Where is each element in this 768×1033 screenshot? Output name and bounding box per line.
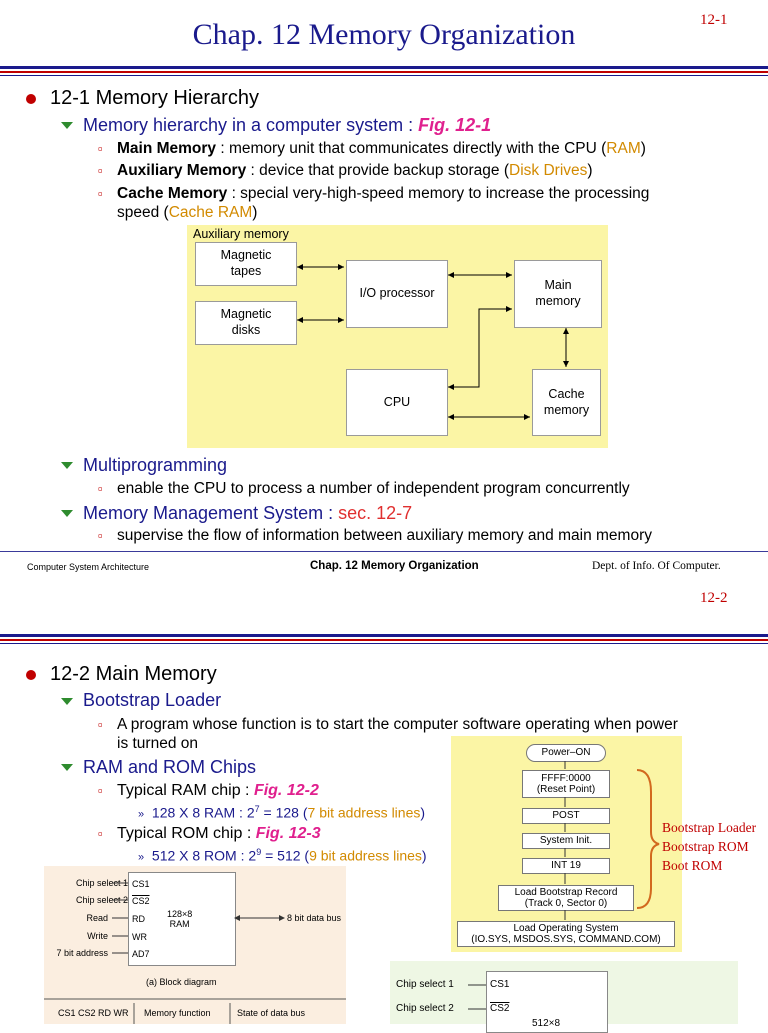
write-label: Write [87, 931, 108, 941]
figure-ref: Fig. 12-2 [253, 782, 319, 799]
square-bullet-icon: ▫ [98, 826, 103, 841]
pin-rd: RD [132, 914, 145, 924]
title-rule-blue [0, 66, 768, 69]
square-bullet-icon: ▫ [98, 528, 103, 543]
data-bus-label: 8 bit data bus [287, 913, 342, 923]
ram-pin-lines [44, 866, 346, 1024]
brace-label: Boot ROM [662, 858, 723, 873]
highlight: Disk Drives [509, 162, 588, 179]
brace-label: Bootstrap Loader [662, 820, 757, 835]
subheading-bootstrap: Bootstrap Loader [83, 690, 222, 710]
detail-text: = 128 ( [259, 804, 308, 821]
desc: : memory unit that communicates directly with the CPU ( [216, 140, 607, 157]
box-label: I/O processor [359, 286, 435, 301]
rom-detail [138, 847, 427, 864]
figure-ref: Fig. 12-3 [255, 825, 321, 842]
paren: ) [640, 140, 646, 157]
flowchart-connectors [451, 736, 682, 952]
pin-ad7: AD7 [132, 949, 150, 959]
block-diagram-caption: (a) Block diagram [146, 977, 217, 987]
bootstrap-item-line2: is turned on [117, 735, 198, 752]
chip-name: 128×8 RAM [167, 909, 193, 929]
highlight: Cache RAM [168, 204, 253, 221]
subheading-text: Memory hierarchy in a computer system : [83, 115, 419, 135]
rom-pin-cs1: CS1 [490, 979, 510, 990]
load-os-box: Load Operating System (IO.SYS, MSDOS.SYS, COMMAND.COM) [457, 921, 675, 947]
triangle-bullet-icon [61, 698, 73, 705]
ram-detail [138, 804, 425, 821]
item-main-memory [117, 140, 646, 158]
paren: ) [420, 804, 426, 821]
aux-memory-label: Auxiliary memory [193, 227, 289, 241]
desc: speed ( [117, 204, 169, 221]
section-ref: sec. 12-7 [338, 503, 413, 523]
table-header-bus: State of data bus [237, 1008, 306, 1018]
desc: : special very-high-speed memory to increase the processing [227, 185, 650, 202]
highlight: 9 bit address lines [309, 847, 422, 864]
read-label: Read [86, 913, 108, 923]
ram-chip-item [117, 782, 319, 800]
box-label: CPU [383, 394, 411, 409]
item-cache-memory-line2 [117, 204, 257, 222]
paren: ) [252, 204, 258, 221]
mms-item: supervise the flow of information between auxiliary memory and main memory [117, 527, 652, 544]
rom-chip-name: 512×8 [532, 1018, 561, 1029]
title-rule-blue [0, 634, 768, 637]
detail-text: 128 X 8 RAM : 2 [151, 804, 255, 821]
table-header-signals: CS1 CS2 RD WR [58, 1008, 129, 1018]
square-bullet-icon: ▫ [98, 783, 103, 798]
subheading-multiprogramming: Multiprogramming [83, 455, 228, 475]
memory-hierarchy-diagram [187, 225, 608, 448]
triangle-bullet-icon [61, 510, 73, 517]
multiprogramming-item: enable the CPU to process a number of independent program concurrently [117, 480, 630, 497]
cs2-label: Chip select 2 [75, 895, 128, 905]
footer-center: Chap. 12 Memory Organization [310, 560, 479, 572]
footer-left: Computer System Architecture [27, 562, 150, 572]
title-rule-thin [0, 75, 768, 76]
subheading-mms [83, 503, 412, 524]
raquo-bullet-icon: » [138, 808, 145, 821]
rom-pin-cs2: CS2 [490, 1003, 510, 1014]
slide-title: Chap. 12 Memory Organization [192, 18, 576, 51]
paren: ) [421, 847, 427, 864]
item-aux-memory [117, 162, 593, 180]
term: Cache Memory [117, 185, 228, 202]
power-on-box: Power–ON [526, 744, 606, 762]
brace-labels [662, 818, 756, 875]
footer-right: Dept. of Info. Of Computer. [592, 560, 721, 572]
square-bullet-icon: ▫ [98, 717, 103, 732]
subheading-text: Memory Management System : [83, 503, 339, 523]
rom-cs2-label: Chip select 2 [396, 1003, 454, 1014]
bullet-dot [26, 670, 36, 680]
page-number: 12-1 [700, 12, 728, 28]
rom-chip-diagram [390, 961, 738, 1029]
square-bullet-icon: ▫ [98, 186, 103, 201]
reset-point-box: FFFF:0000 (Reset Point) [522, 770, 610, 798]
address-label: 7 bit address [56, 948, 108, 958]
box-label: Main memory [535, 278, 581, 308]
subheading-ram-rom: RAM and ROM Chips [83, 757, 257, 777]
ram-chip-diagram [44, 866, 346, 1024]
item-text: Typical ROM chip : [117, 825, 256, 842]
section-heading: 12-2 Main Memory [50, 663, 217, 685]
triangle-bullet-icon [61, 122, 73, 129]
bootstrap-item: A program whose function is to start the computer software operating when power [117, 716, 678, 733]
page-number: 12-2 [700, 590, 728, 606]
pin-wr: WR [132, 932, 147, 942]
rom-cs1-label: Chip select 1 [396, 979, 454, 990]
exponent: 9 [256, 847, 262, 857]
title-rule-thin [0, 643, 768, 644]
cs1-label: Chip select 1 [75, 878, 128, 888]
paren: ) [587, 162, 593, 179]
box-label: Magnetic tapes [220, 248, 275, 278]
title-rule-red [0, 71, 768, 73]
footer-rule [0, 551, 768, 552]
diagram-connectors [187, 225, 608, 448]
sys-init-box: System Init. [522, 833, 610, 849]
square-bullet-icon: ▫ [98, 481, 103, 496]
load-boot-record-box: Load Bootstrap Record (Track 0, Sector 0) [498, 885, 634, 911]
desc: : device that provide backup storage ( [246, 162, 510, 179]
int19-box: INT 19 [522, 858, 610, 874]
pin-cs2: CS2 [132, 896, 150, 906]
square-bullet-icon: ▫ [98, 163, 103, 178]
square-bullet-icon: ▫ [98, 141, 103, 156]
triangle-bullet-icon [61, 462, 73, 469]
section-heading: 12-1 Memory Hierarchy [50, 87, 259, 109]
detail-text: 512 X 8 ROM : 2 [151, 847, 257, 864]
item-cache-memory [117, 185, 649, 203]
term: Main Memory [117, 140, 217, 157]
bullet-dot [26, 94, 36, 104]
raquo-bullet-icon: » [138, 851, 145, 864]
figure-ref: Fig. 12-1 [418, 115, 492, 135]
highlight: 7 bit address lines [307, 804, 421, 821]
post-box: POST [522, 808, 610, 824]
detail-text: = 512 ( [261, 847, 310, 864]
highlight: RAM [606, 140, 641, 157]
subheading-hierarchy [83, 115, 491, 136]
item-text: Typical RAM chip : [117, 782, 254, 799]
title-rule-red [0, 639, 768, 641]
table-header-function: Memory function [144, 1008, 211, 1018]
triangle-bullet-icon [61, 764, 73, 771]
term: Auxiliary Memory [117, 162, 247, 179]
box-label: Magnetic disks [220, 307, 272, 337]
brace-label: Bootstrap ROM [662, 839, 749, 854]
rom-pin-lines [390, 961, 738, 1024]
pin-cs1: CS1 [132, 879, 150, 889]
rom-chip-item [117, 825, 321, 843]
bootstrap-flowchart [451, 736, 682, 952]
exponent: 7 [254, 804, 260, 814]
box-label: Cache memory [543, 386, 590, 417]
